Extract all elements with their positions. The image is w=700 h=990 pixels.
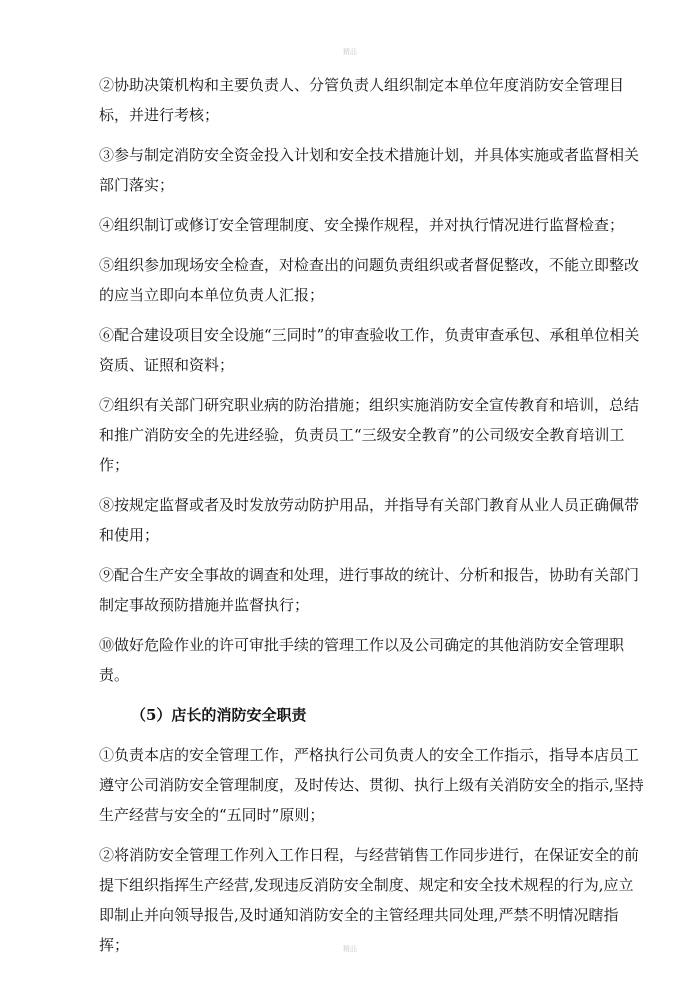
duty-item-2: ②协助决策机构和主要负责人、分管负责人组织制定本单位年度消防安全管理目标，并进行考核； (99, 76, 625, 124)
document-body (99, 70, 647, 970)
duty-item-3: ③参与制定消防安全资金投入计划和安全技术措施计划，并具体实施或者监督相关部门落实； (99, 146, 640, 194)
manager-duty-item-1: ①负责本店的安全管理工作，严格执行公司负责人的安全工作指示，指导本店员工遵守公司消防安全管理制度，及时传达、贯彻、执行上级有关消防安全的指示,坚持生产经营与安全的“五同时”原则； (99, 746, 644, 824)
duty-item-5: ⑤组织参加现场安全检查，对检查出的问题负责组织或者督促整改，不能立即整改的应当立即向本单位负责人汇报； (99, 256, 640, 304)
watermark-top: 精品 (343, 48, 357, 56)
duty-item-4: ④组织制订或修订安全管理制度、安全操作规程，并对执行情况进行监督检查； (99, 216, 625, 234)
duty-item-6: ⑥配合建设项目安全设施“三同时”的审查验收工作，负责审查承包、承租单位相关资质、证照和资料； (99, 326, 640, 374)
duty-item-9: ⑨配合生产安全事故的调查和处理，进行事故的统计、分析和报告，协助有关部门制定事故预防措施并监督执行； (99, 566, 640, 614)
manager-duty-item-2: ②将消防安全管理工作列入工作日程，与经营销售工作同步进行，在保证安全的前提下组织指挥生产经营,发现违反消防安全制度、规定和安全技术规程的行为,应立即制止并向领导报告,及时通知消防安全的主管经理共同处理,严禁不明情况瞎指挥； (99, 846, 640, 954)
duty-item-7: ⑦组织有关部门研究职业病的防治措施；组织实施消防安全宣传教育和培训，总结和推广消防安全的先进经验，负责员工“三级安全教育”的公司级安全教育培训工作； (99, 396, 640, 474)
watermark-bottom: 精品 (343, 945, 357, 953)
section-heading: （5）店长的消防安全职责 (131, 706, 307, 724)
duty-item-8: ⑧按规定监督或者及时发放劳动防护用品，并指导有关部门教育从业人员正确佩带和使用； (99, 496, 640, 544)
duty-item-10: ⑩做好危险作业的许可审批手续的管理工作以及公司确定的其他消防安全管理职责。 (99, 636, 625, 684)
